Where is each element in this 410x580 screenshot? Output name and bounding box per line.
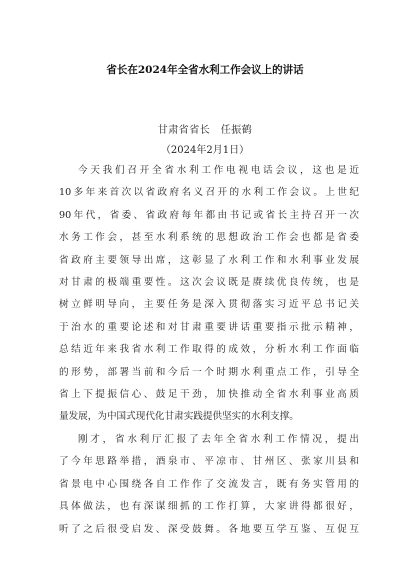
paragraph-line: 的形势，部署当前和今后一个时期水利重点工作，引导全 — [59, 366, 359, 378]
paragraph-line: 10多年来首次以省政府名义召开的水利工作会议。上世纪 — [59, 187, 359, 199]
paragraph-line: 刚才，省水利厅汇报了去年全省水利工作情况，提出 — [78, 433, 359, 445]
paragraph-line: 省上下提振信心、鼓足干劲，加快推动全省水利事业高质 — [59, 389, 359, 401]
paragraph-line: 省政府主要领导出席，这彰显了水利工作和水利事业发展 — [59, 254, 359, 266]
paragraph-line: 今天我们召开全省水利工作电视电话会议，这也是近 — [78, 165, 359, 176]
paragraph-line: 总结近年来我省水利工作取得的成效，分析水利工作面临 — [59, 344, 359, 356]
document-body — [59, 160, 359, 541]
paragraph-line: 水务工作会，甚至水利系统的思想政治工作会也都是省委 — [59, 232, 359, 244]
paragraph-line: 省景电中心围绕各自工作作了交流发言，既有务实管用的 — [59, 478, 359, 490]
paragraph-line: 树立鲜明导向，主要任务是深入贯彻落实习近平总书记关 — [59, 299, 359, 311]
paragraph-line: 具体做法，也有深谋细抓的工作打算，大家讲得都很好， — [59, 501, 359, 513]
author-line: 甘肃省省长 任振鹤 — [157, 125, 253, 136]
document-title: 省长在2024年全省水利工作会议上的讲话 — [106, 64, 304, 76]
paragraph-line: 了今年思路举措，酒泉市、平凉市、甘州区、张家川县和 — [59, 456, 359, 468]
paragraph-line: 于治水的重要论述和对甘肃重要讲话重要指示批示精神， — [59, 321, 359, 333]
paragraph-line: 90年代，省委、省政府每年都由书记或省长主持召开一次 — [59, 209, 359, 221]
paragraph-line: 对甘肃的极端重要性。这次会议既是赓续优良传统，也是 — [59, 277, 359, 289]
date-line: （2024年2月1日） — [160, 145, 250, 156]
paragraph-line: 听了之后很受启发、深受鼓舞。各地要互学互鉴、互促互 — [59, 523, 359, 535]
paragraph-line: 量发展，为中国式现代化甘肃实践提供坚实的水利支撑。 — [59, 411, 299, 423]
